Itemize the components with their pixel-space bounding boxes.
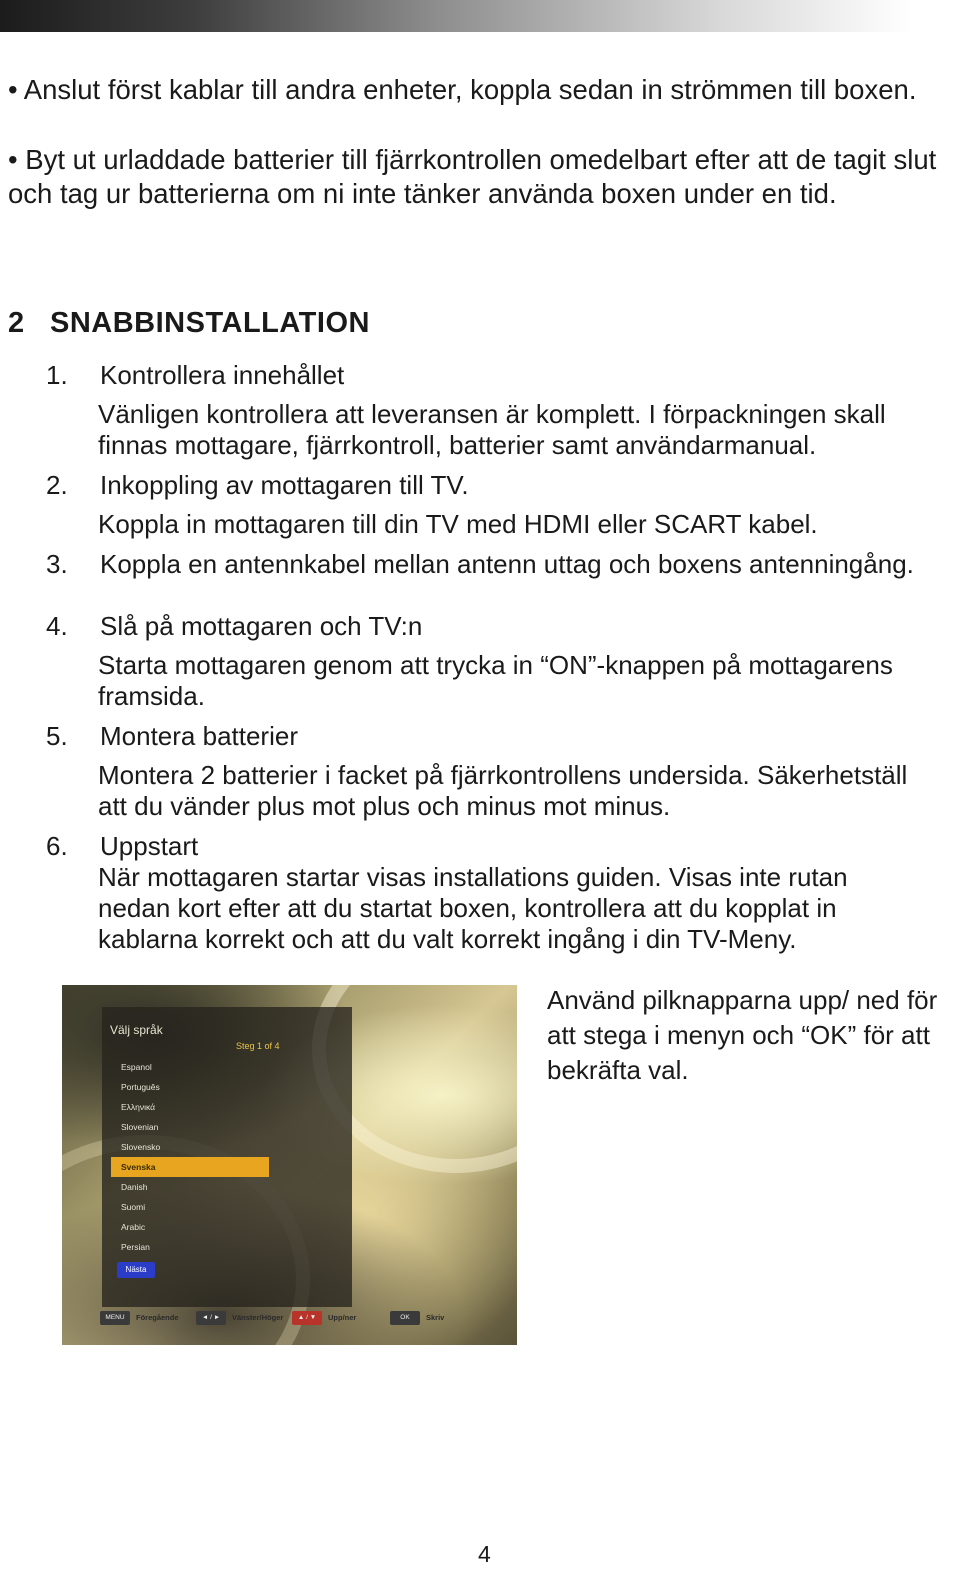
side-note: Använd pilknapparna upp/ ned för att stega i menyn och “OK” för att bekräfta val. xyxy=(547,985,938,1085)
footer-key-label: Föregående xyxy=(136,1313,179,1322)
language-option[interactable]: Slovensko xyxy=(121,1142,161,1152)
step-6-body-line: nedan kort efter att du startat boxen, kontrollera att du kopplat in xyxy=(98,893,837,923)
step-6-heading xyxy=(46,831,198,862)
menu-title: Välj språk xyxy=(110,1023,163,1037)
step-title: Uppstart xyxy=(100,831,199,861)
step-number: 2. xyxy=(46,470,68,500)
footer-key-label: Skriv xyxy=(426,1313,445,1322)
language-option[interactable]: Danish xyxy=(121,1182,148,1192)
section-number: 2 xyxy=(8,307,25,339)
language-option[interactable]: Slovenian xyxy=(121,1122,159,1132)
footer-key: ◄ / ► xyxy=(196,1311,226,1325)
step-indicator: Steg 1 of 4 xyxy=(236,1041,280,1051)
intro-bullet-2: • Byt ut urladdade batterier till fjärrkontrollen omedelbart efter att de tagit slut och tag ur batterierna om ni inte tänker använda boxen under en tid. xyxy=(8,144,937,209)
step-2-body-line: Koppla in mottagaren till din TV med HDMI eller SCART kabel. xyxy=(98,509,818,539)
step-5-body-line: Montera 2 batterier i facket på fjärrkontrollens undersida. Säkerhetställ xyxy=(98,760,908,790)
step-title: Koppla en antennkabel mellan antenn uttag och boxens antenningång. xyxy=(100,549,914,579)
step-4-body-line: Starta mottagaren genom att trycka in “ON”-knappen på mottagarens xyxy=(98,650,893,680)
step-4-body-line: framsida. xyxy=(98,681,205,711)
step-title: Slå på mottagaren och TV:n xyxy=(100,611,423,641)
language-option[interactable]: Português xyxy=(121,1082,160,1092)
menu-footer xyxy=(100,1307,510,1329)
intro-bullet-1: • Anslut först kablar till andra enheter, koppla sedan in strömmen till boxen. xyxy=(8,74,917,105)
step-number: 1. xyxy=(46,360,68,390)
section-title: SNABBINSTALLATION xyxy=(50,307,370,339)
step-4-heading xyxy=(46,611,422,642)
step-number: 5. xyxy=(46,721,68,751)
step-number: 6. xyxy=(46,831,68,861)
step-1-body-line: Vänligen kontrollera att leveransen är komplett. I förpackningen skall xyxy=(98,399,886,429)
step-1-body-line: finnas mottagare, fjärrkontroll, batterier samt användarmanual. xyxy=(98,430,817,460)
language-option[interactable]: Svenska xyxy=(111,1157,269,1177)
tv-menu-screenshot xyxy=(62,985,517,1345)
language-option[interactable]: Ελληνικά xyxy=(121,1102,156,1112)
step-6-body-line: kablarna korrekt och att du valt korrekt ingång i din TV-Meny. xyxy=(98,924,797,954)
step-title: Kontrollera innehållet xyxy=(100,360,345,390)
step-5-body-line: att du vänder plus mot plus och minus mot minus. xyxy=(98,791,671,821)
footer-key: MENU xyxy=(100,1311,130,1325)
step-number: 4. xyxy=(46,611,68,641)
language-list xyxy=(111,1057,271,1257)
page-number: 4 xyxy=(478,1541,491,1567)
footer-key: OK xyxy=(390,1311,420,1325)
section-heading xyxy=(8,307,370,340)
footer-key-label: Vänster/Höger xyxy=(232,1313,284,1322)
step-title: Montera batterier xyxy=(100,721,298,751)
step-5-heading xyxy=(46,721,298,752)
step-number: 3. xyxy=(46,549,68,579)
step-3-heading xyxy=(46,549,914,580)
language-option[interactable]: Suomi xyxy=(121,1202,146,1212)
language-option[interactable]: Arabic xyxy=(121,1222,146,1232)
language-option[interactable]: Espanol xyxy=(121,1062,152,1072)
footer-key-label: Upp/ner xyxy=(328,1313,357,1322)
step-6-body-line: När mottagaren startar visas installations guiden. Visas inte rutan xyxy=(98,862,848,892)
step-title: Inkoppling av mottagaren till TV. xyxy=(100,470,469,500)
language-option[interactable]: Persian xyxy=(121,1242,150,1252)
step-1-heading xyxy=(46,360,344,391)
header-gradient-bar xyxy=(0,0,960,32)
footer-key: ▲ / ▼ xyxy=(292,1311,322,1325)
next-button[interactable]: Nästa xyxy=(117,1262,155,1278)
step-2-heading xyxy=(46,470,469,501)
